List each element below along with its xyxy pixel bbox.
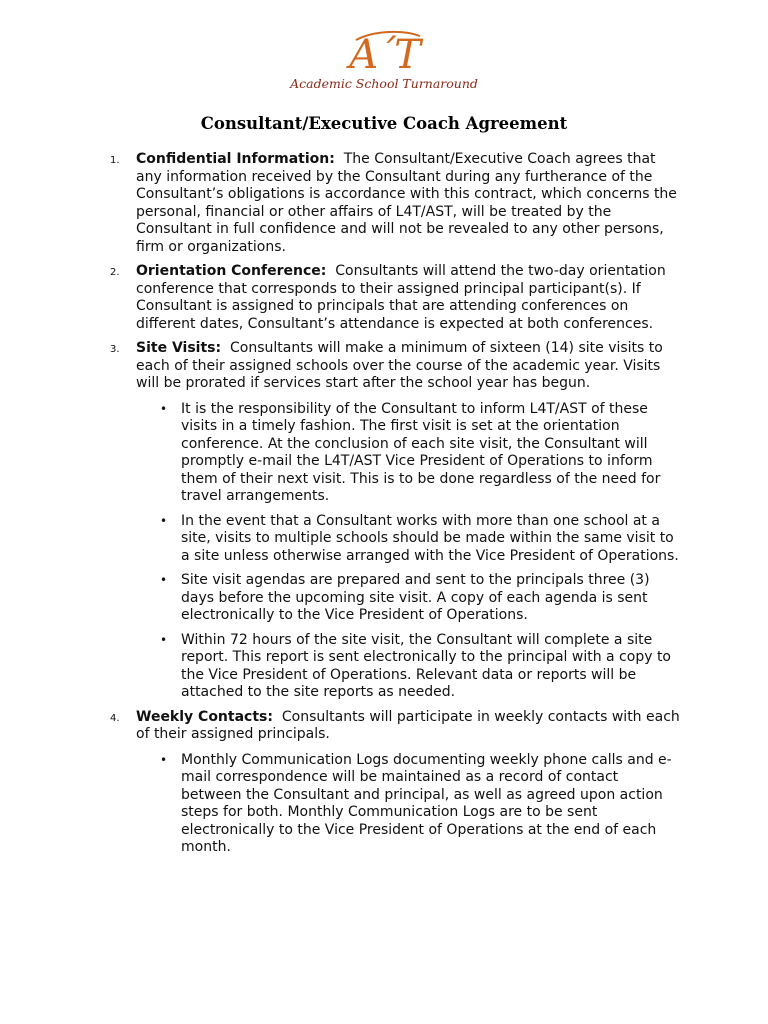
bullet-dot-icon: •	[160, 573, 168, 587]
bullet-item	[136, 572, 682, 625]
agreement-item	[108, 709, 682, 857]
logo-mark-text: A´T	[349, 32, 419, 78]
item-number: 2.	[110, 267, 120, 278]
bullet-dot-icon: •	[160, 401, 168, 416]
company-logo	[0, 28, 768, 100]
agreement-item	[108, 340, 682, 702]
item-title: Orientation Conference:	[136, 263, 327, 279]
bullet-list	[136, 752, 682, 857]
bullet-text: Monthly Communication Logs documenting weekly phone calls and e-mail correspondence will be maintained as a record of contact between the Consultant and principal, as well as agreed upon action steps for both. Monthly Communication Logs are to be sent electronically to the Vice President of Operations at the end of each month.	[181, 751, 672, 855]
item-body: Consultants will attend the two-day orientation conference that corresponds to their assigned principal participant(s). If Consultant is assigned to principals that are attending conferences on different dates, Consultant’s attendance is expected at both conferences.	[136, 263, 666, 332]
bullet-text: Site visit agendas are prepared and sent to the principals three (3) days before the upcoming site visit. A copy of each agenda is sent electronically to the Vice President of Operations.	[181, 572, 650, 623]
item-title: Site Visits:	[136, 340, 222, 356]
agreement-item	[108, 263, 682, 333]
item-body: Consultants will make a minimum of sixteen (14) site visits to each of their assigned schools over the course of the academic year. Visits will be prorated if services start after the school year has begun.	[136, 340, 663, 391]
logo-tagline: Academic School Turnaround	[290, 76, 478, 91]
bullet-dot-icon: •	[160, 632, 168, 647]
agreement-list	[108, 151, 682, 864]
agreement-item	[108, 151, 682, 256]
item-title: Confidential Information:	[136, 151, 335, 167]
logo-mark	[334, 28, 434, 78]
bullet-text: Within 72 hours of the site visit, the Consultant will complete a site report. This report is sent electronically to the principal with a copy to the Vice President of Operations. Relevant data or reports will be attached to the site reports as needed.	[181, 631, 671, 700]
item-title: Weekly Contacts:	[136, 708, 273, 725]
bullet-list	[136, 401, 682, 702]
bullet-item	[136, 752, 682, 857]
item-number: 3.	[110, 344, 120, 355]
bullet-text: It is the responsibility of the Consultant to inform L4T/AST of these visits in a timely fashion. The first visit is set at the orientation conference. At the conclusion of each site visit, the Consultant will promptly e-mail the L4T/AST Vice President of Operations to inform them of their next visit. This is to be done regardless of the need for travel arrangements.	[181, 400, 661, 504]
item-body: Consultants will participate in weekly contacts with each of their assigned principals.	[136, 708, 680, 742]
bullet-dot-icon: •	[160, 513, 168, 528]
item-number: 1.	[110, 155, 120, 166]
bullet-text: In the event that a Consultant works with more than one school at a site, visits to multiple schools should be made within the same visit to a site unless otherwise arranged with the Vice President of Operations.	[181, 512, 679, 564]
bullet-dot-icon: •	[160, 752, 168, 767]
item-number: 4.	[110, 712, 120, 724]
bullet-item	[136, 632, 682, 702]
document-title: Consultant/Executive Coach Agreement	[200, 114, 568, 133]
bullet-item	[136, 401, 682, 506]
item-body: The Consultant/Executive Coach agrees that any information received by the Consultant during any furtherance of the Consultant’s obligations is accordance with this contract, which concerns the personal, financial or other affairs of L4T/AST, will be treated by the Consultant in full confidence and will not be revealed to any other persons, firm or organizations.	[136, 151, 677, 255]
bullet-item	[136, 513, 682, 566]
